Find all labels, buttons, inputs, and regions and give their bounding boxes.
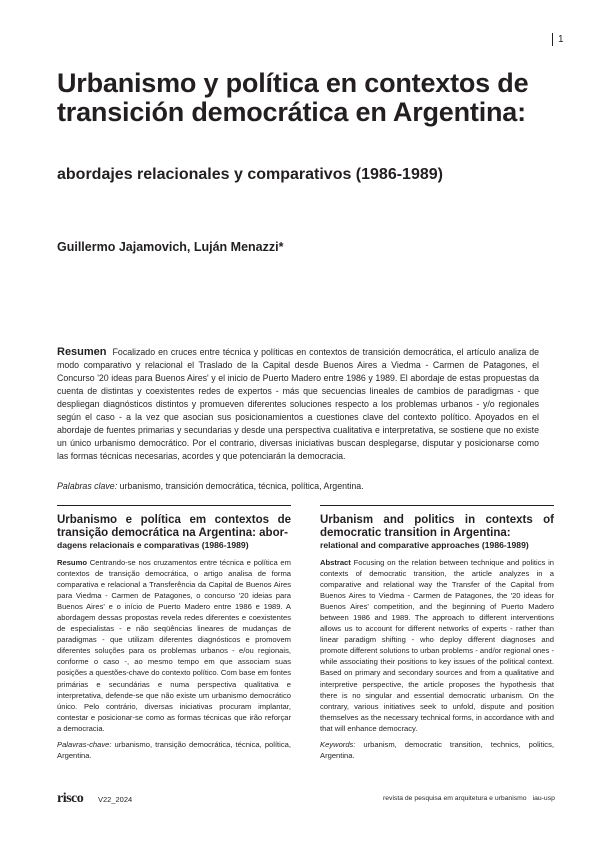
resumen-text: Focalizado en cruces entre técnica y políticas en contextos de transición democrática, el artículo analiza de modo comparativo y relacional el Traslado de la Capital desde Buenos Aires a Viedma - Carmen de Patagones, el Concurso '20 ideas para Buenos Aires' y el inicio de Puerto Madero entre 1986 y 1989. El abordaje de estas propuestas da cuenta de distintas y coexistentes redes de expertos - más que secuencias lineales de cambios de paradigmas - que despliegan diagnósticos distintos y promueven diferentes soluciones respecto a los problemas urbanos - y/o regionales según el caso - a la vez que asocian sus posicionamientos a cuestiones clave del contexto político. Apoyados en el abordaje de fuentes primarias y secundarias y desde una perspectiva cualitativa e interpretativa, se sostiene que no existe un único urbanismo democrático. Por el contrario, diversas iniciativas buscan desplegarse, disputar y posicionarse como las formas técnicas necesarias, acordes y que potenciarán la democracia. [57,347,540,462]
resumen-label: Resumen [57,346,107,358]
palavras-chave-text: urbanismo, transição democrática, técnica, política, Argentina. [57,739,291,760]
journal-title: revista de pesquisa em arquitetura e urbanismo [383,795,527,802]
english-keywords [320,739,554,761]
resumo-label: Resumo [57,558,87,567]
keywords-label: Keywords: [320,739,356,749]
palavras-chave-label: Palavras-chave: [57,739,112,749]
institution: iau-usp [532,795,555,802]
portuguese-keywords [57,739,291,761]
issue-number: V22_2024 [98,795,133,804]
article-subtitle: abordajes relacionales y comparativos (1986-1989) [57,166,443,183]
portuguese-column [57,514,291,761]
resumen-keywords-label: Palabras clave: [57,481,118,491]
resumen-keywords [57,480,539,492]
english-abstract [320,557,554,734]
portuguese-abstract [57,557,291,734]
english-column [320,514,554,761]
resumen-keywords-text: urbanismo, transición democrática, técnica, política, Argentina. [119,481,364,491]
journal-name [383,795,555,802]
divider-left [57,505,291,506]
divider-right [320,505,554,506]
risco-logo [57,791,83,807]
keywords-text: urbanism, democratic transition, technics, politics, Argentina. [320,739,554,760]
risco-logo-text: risco [57,791,84,806]
authors: Guillermo Jajamovich, Luján Menazzi* [57,240,284,254]
article-title: Urbanismo y política en contextos de transición democrática en Argentina: [57,68,529,127]
portuguese-subtitle: dagens relacionais e comparativas (1986-1989) [57,540,249,550]
english-subtitle: relational and comparative approaches (1986-1989) [320,540,529,550]
english-title: Urbanism and politics in contexts of democratic transition in Argentina: [320,514,554,539]
page-number: 1 [552,33,564,46]
resumo-text: Centrando-se nos cruzamentos entre técnica e política em contextos de transição democrática, o artigo analisa de forma comparativa e relacional a Transferência da Capital de Buenos Aires para Viedma - Carmen de Patagones, o concurso '20 ideias para Buenos Aires' e o início de Puerto Madero entre 1986 e 1989. A abordagem dessas propostas revela redes diferentes e coexistentes de especialistas - e não seqüências lineares de mudanças de paradigmas - que utilizam diferentes diagnósticos e promovem diferentes soluções para os problemas urbanos - e/ou regionais, conforme o caso -, ao mesmo tempo em que associam suas posições a questões-chave do contexto político. Com base em fontes primárias e secundárias e numa perspectiva qualitativa e interpretativa, defende-se que não existe um urbanismo democrático único. Pelo contrário, diversas iniciativas procuram implantar, contestar e posicionar-se como as formas técnicas que irão reforçar a democracia. [57,558,291,733]
portuguese-title: Urbanismo e política em contextos de transição democrática na Argentina: abor- [57,514,291,539]
resumen-block [57,346,539,463]
abstract-text: Focusing on the relation between technique and politics in contexts of democratic transition, the article analyzes in a comparative and relational way the Transfer of the Capital from Buenos Aires to Viedma - Carmen de Patagones, the '20 ideas for Buenos Aires' competition, and the beginning of Puerto Madero between 1986 and 1989. The approach to different interventions allows us to account for different networks of experts - rather than linear paradigm shifting - who deploy different diagnoses and promote different solutions to urban problems - and/or regional ones - while associating their positions to key issues of the political context. Based on primary and secondary sources and from a qualitative and interpretive perspective, the article proposes the hypothesis that there is no singular and essential democratic urbanism. On the contrary, various initiatives seek to unfold, dispute and position themselves as the necessary technical forms, in accordance with and that will enhance democracy. [320,558,554,733]
abstract-label: Abstract [320,558,351,567]
